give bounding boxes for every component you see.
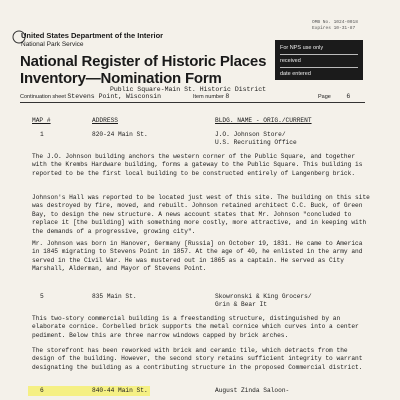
nps-received-label: received	[280, 55, 358, 68]
agency-name: National Park Service	[21, 41, 84, 48]
page-label: Page	[318, 94, 331, 100]
item-number	[193, 93, 229, 101]
entry-building-name: August Zinda Saloon-	[215, 387, 290, 394]
department-name: United States Department of the Interior	[21, 31, 164, 40]
entry-building-name-current: Grin & Bear It	[215, 301, 267, 308]
paragraph: The J.O. Johnson building anchors the western corner of the Public Square, and together with the Krembs Hardware building, forms a gateway to the Public Square. This building is reported to be the first local building to be constructed entirely of Langenberg brick.	[32, 153, 363, 177]
omb-expiry-line: Expires 10-31-87	[312, 26, 356, 31]
building-name-column-header: BLDG. NAME - ORIG./CURRENT	[215, 117, 312, 124]
entry-building-name: J.O. Johnson Store/	[215, 131, 286, 138]
entry-building-name-current: U.S. Recruiting Office	[215, 139, 297, 146]
continuation-label: Continuation sheet	[20, 94, 66, 100]
entry-address: 840-44 Main St.	[92, 387, 148, 394]
paragraph: Johnson's Hall was reported to be located just west of this site. The building on this site was destroyed by fire, moved, and rebuilt. Johnson retained architect C.C. Buck, of Green Bay, to design the new structure. A news account states that Mr. Johnson "concluded to replace it [the building] with something more costly, more attractive, and in keeping with the demands of a progressive, growing city".	[32, 194, 370, 235]
nps-use-box	[275, 40, 363, 80]
nps-date-entered-label: date entered	[280, 71, 311, 77]
paragraph: Mr. Johnson was born in Hanover, Germany [Russia] on October 19, 1831. He came to America in 1845 migrating to Stevens Point in 1857. At the age of 40, he enlisted in the army and served in the Civil War. He was mustered out in 1865 as a captain. He served as City Marshall, Alderman, and Mayor of Stevens Point.	[32, 240, 363, 273]
omb-number	[312, 20, 358, 32]
page-number	[318, 93, 350, 101]
nps-use-label: For NPS use only	[280, 42, 358, 55]
continuation-sheet	[20, 93, 161, 101]
item-number-label: Item number	[193, 94, 224, 100]
entry-building-name: Skowronski & King Grocers/	[215, 293, 312, 300]
address-column-header: ADDRESS	[92, 117, 118, 124]
map-column-header: MAP #	[32, 117, 51, 124]
entry-map-number: 6	[40, 387, 44, 394]
continuation-value: Stevens Point, Wisconsin	[67, 93, 162, 100]
form-subtitle: Inventory—Nomination Form	[20, 70, 222, 87]
paragraph: This two-story commercial building is a freestanding structure, distinguished by an elaborate cornice. Corbelled brick supports the metal cornice which curves into a center pediment. Below this are three narrow windows capped by brick arches.	[32, 315, 359, 339]
district-name: Public Square-Main St. Historic District	[110, 86, 267, 93]
item-number-value: 8	[225, 93, 230, 100]
entry-address: 820-24 Main St.	[92, 131, 148, 138]
paragraph: The storefront has been reworked with brick and ceramic tile, which detracts from the design of the building. However, the second story retains sufficient integrity to warrant designating the building as a contributing structure in the proposed Commercial district.	[32, 347, 363, 371]
header-divider	[20, 102, 365, 103]
form-title: National Register of Historic Places	[20, 53, 267, 70]
entry-address: 835 Main St.	[92, 293, 137, 300]
entry-map-number: 1	[40, 131, 44, 138]
page-value: 6	[346, 93, 351, 100]
omb-line: OMB No. 1024-0018	[312, 20, 358, 25]
entry-map-number: 5	[40, 293, 44, 300]
